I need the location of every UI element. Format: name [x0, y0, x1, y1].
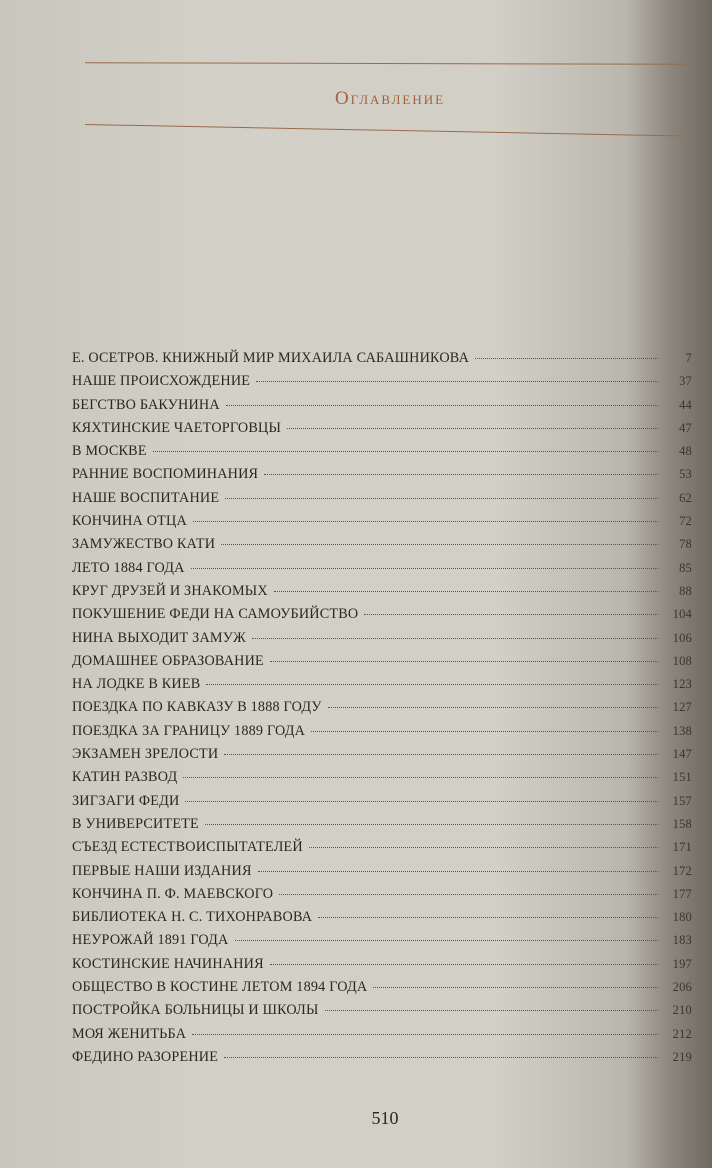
toc-entry — [72, 536, 692, 559]
toc-entry-page: 106 — [672, 630, 692, 645]
toc-entry-title: БЕГСТВО БАКУНИНА — [72, 396, 220, 413]
toc-entry — [72, 1002, 692, 1025]
toc-dot-leader — [475, 358, 658, 359]
toc-entry-page: 151 — [672, 770, 692, 785]
toc-dot-leader — [325, 1010, 658, 1011]
toc-entry-page: 210 — [672, 1003, 692, 1018]
top-rule — [85, 62, 685, 65]
toc-entry — [72, 350, 692, 373]
toc-dot-leader — [287, 428, 658, 429]
toc-entry — [72, 979, 692, 1002]
toc-entry-title: ПЕРВЫЕ НАШИ ИЗДАНИЯ — [72, 862, 252, 879]
toc-dot-leader — [274, 591, 658, 592]
toc-entry-title: ПОЕЗДКА ПО КАВКАЗУ В 1888 ГОДУ — [72, 699, 322, 716]
toc-entry-title: НИНА ВЫХОДИТ ЗАМУЖ — [72, 629, 246, 646]
toc-entry — [72, 769, 692, 792]
toc-entry-title: В МОСКВЕ — [72, 443, 147, 460]
toc-entry-title: РАННИЕ ВОСПОМИНАНИЯ — [72, 466, 259, 483]
toc-entry-title: КОНЧИНА ОТЦА — [72, 513, 187, 530]
toc-entry-page: 72 — [679, 514, 692, 529]
toc-entry-page: 7 — [685, 351, 692, 365]
toc-dot-leader — [224, 1057, 658, 1058]
toc-entry-title: КАТИН РАЗВОД — [72, 769, 178, 786]
toc-dot-leader — [364, 614, 658, 615]
toc-entry-title: ЭКЗАМЕН ЗРЕЛОСТИ — [72, 746, 219, 763]
toc-entry — [72, 723, 692, 746]
toc-entry-page: 108 — [672, 653, 692, 668]
toc-entry-title: В УНИВЕРСИТЕТЕ — [72, 815, 199, 832]
toc-entry — [72, 420, 692, 443]
toc-entry — [72, 793, 692, 816]
toc-dot-leader — [235, 940, 659, 941]
toc-entry-page: 44 — [679, 397, 692, 412]
toc-entry-page: 147 — [672, 747, 692, 762]
toc-dot-leader — [252, 638, 658, 639]
toc-dot-leader — [256, 381, 658, 382]
toc-entry-title: ЗАМУЖЕСТВО КАТИ — [72, 536, 216, 553]
toc-dot-leader — [185, 801, 658, 802]
toc-entry — [72, 560, 692, 583]
toc-entry — [72, 373, 692, 396]
toc-entry-page: 157 — [672, 793, 692, 808]
toc-entry — [72, 443, 692, 466]
toc-dot-leader — [270, 964, 658, 965]
toc-entry-title: НАШЕ ПРОИСХОЖДЕНИЕ — [72, 373, 251, 390]
toc-entry — [72, 490, 692, 513]
toc-dot-leader — [225, 498, 658, 499]
toc-entry — [72, 466, 692, 489]
page-heading: Оглавление — [334, 88, 446, 109]
page-number: 510 — [371, 1108, 399, 1128]
toc-entry — [72, 886, 692, 909]
toc-entry-title: ОБЩЕСТВО В КОСТИНЕ ЛЕТОМ 1894 ГОДА — [72, 979, 368, 996]
toc-dot-leader — [183, 777, 658, 778]
toc-entry-page: 127 — [672, 700, 692, 715]
heading-underline-rule — [85, 124, 685, 137]
toc-entry — [72, 513, 692, 536]
toc-entry-title: ФЕДИНО РАЗОРЕНИЕ — [72, 1048, 219, 1065]
toc-dot-leader — [193, 521, 658, 522]
toc-entry — [72, 583, 692, 606]
toc-entry-page: 219 — [672, 1049, 692, 1064]
toc-entry-page: 206 — [672, 980, 692, 995]
toc-dot-leader — [264, 474, 658, 475]
toc-entry-title: ЗИГЗАГИ ФЕДИ — [72, 792, 180, 809]
toc-entry — [72, 932, 692, 955]
toc-entry-page: 158 — [672, 816, 692, 831]
toc-entry-title: ПОСТРОЙКА БОЛЬНИЦЫ И ШКОЛЫ — [72, 1002, 319, 1019]
toc-entry-page: 197 — [672, 956, 692, 971]
toc-entry-title: ДОМАШНЕЕ ОБРАЗОВАНИЕ — [72, 652, 264, 669]
toc-entry-page: 212 — [672, 1026, 692, 1041]
toc-entry-page: 171 — [672, 840, 692, 855]
toc-dot-leader — [373, 987, 658, 988]
toc-dot-leader — [206, 684, 658, 685]
toc-entry-page: 47 — [679, 420, 692, 435]
toc-entry-page: 48 — [679, 444, 692, 459]
toc-dot-leader — [192, 1034, 658, 1035]
toc-dot-leader — [270, 661, 658, 662]
toc-entry — [72, 630, 692, 653]
toc-entry — [72, 676, 692, 699]
toc-entry-page: 85 — [679, 560, 692, 575]
toc-entry-title: Е. ОСЕТРОВ. КНИЖНЫЙ МИР МИХАИЛА САБАШНИКОВА — [72, 350, 470, 366]
toc-entry — [72, 397, 692, 420]
toc-dot-leader — [153, 451, 658, 452]
toc-dot-leader — [191, 568, 658, 569]
toc-entry-page: 172 — [672, 863, 692, 878]
toc-dot-leader — [328, 707, 658, 708]
toc-entry-title: БИБЛИОТЕКА Н. С. ТИХОНРАВОВА — [72, 909, 313, 926]
toc-entry — [72, 863, 692, 886]
toc-entry-title: ПОЕЗДКА ЗА ГРАНИЦУ 1889 ГОДА — [72, 722, 306, 739]
toc-entry — [72, 606, 692, 629]
toc-entry-title: СЪЕЗД ЕСТЕСТВОИСПЫТАТЕЛЕЙ — [72, 839, 303, 856]
toc-entry — [72, 699, 692, 722]
toc-entry-title: НЕУРОЖАЙ 1891 ГОДА — [72, 932, 229, 949]
toc-entry — [72, 839, 692, 862]
toc-entry-title: КРУГ ДРУЗЕЙ И ЗНАКОМЫХ — [72, 582, 268, 599]
table-of-contents — [72, 350, 692, 1072]
toc-entry-page: 177 — [672, 886, 692, 901]
toc-entry — [72, 816, 692, 839]
toc-entry-page: 62 — [679, 490, 692, 505]
toc-entry — [72, 746, 692, 769]
toc-dot-leader — [226, 405, 658, 406]
toc-dot-leader — [279, 894, 658, 895]
toc-entry-title: НАШЕ ВОСПИТАНИЕ — [72, 489, 220, 506]
toc-entry-title: КОСТИНСКИЕ НАЧИНАНИЯ — [72, 955, 264, 972]
toc-entry — [72, 956, 692, 979]
toc-entry — [72, 653, 692, 676]
toc-entry-title: ПОКУШЕНИЕ ФЕДИ НА САМОУБИЙСТВО — [72, 606, 359, 623]
toc-entry-title: МОЯ ЖЕНИТЬБА — [72, 1025, 187, 1042]
toc-entry — [72, 909, 692, 932]
toc-entry-page: 123 — [672, 677, 692, 692]
toc-entry-page: 180 — [672, 910, 692, 925]
toc-entry-page: 138 — [672, 723, 692, 738]
toc-entry-page: 88 — [679, 583, 692, 598]
toc-entry-page: 104 — [672, 607, 692, 622]
toc-entry-title: КЯХТИНСКИЕ ЧАЕТОРГОВЦЫ — [72, 419, 282, 436]
toc-entry-page: 53 — [679, 467, 692, 482]
toc-dot-leader — [205, 824, 658, 825]
toc-dot-leader — [309, 847, 658, 848]
toc-entry — [72, 1049, 692, 1072]
toc-entry-page: 183 — [672, 933, 692, 948]
toc-entry-page: 37 — [679, 374, 692, 389]
toc-dot-leader — [221, 544, 658, 545]
toc-entry-page: 78 — [679, 537, 692, 552]
toc-entry-title: НА ЛОДКЕ В КИЕВ — [72, 676, 201, 693]
toc-dot-leader — [311, 731, 658, 732]
toc-dot-leader — [258, 871, 658, 872]
toc-dot-leader — [224, 754, 658, 755]
toc-entry-title: КОНЧИНА П. Ф. МАЕВСКОГО — [72, 885, 274, 902]
toc-entry-title: ЛЕТО 1884 ГОДА — [72, 559, 185, 576]
toc-entry — [72, 1026, 692, 1049]
toc-dot-leader — [318, 917, 658, 918]
